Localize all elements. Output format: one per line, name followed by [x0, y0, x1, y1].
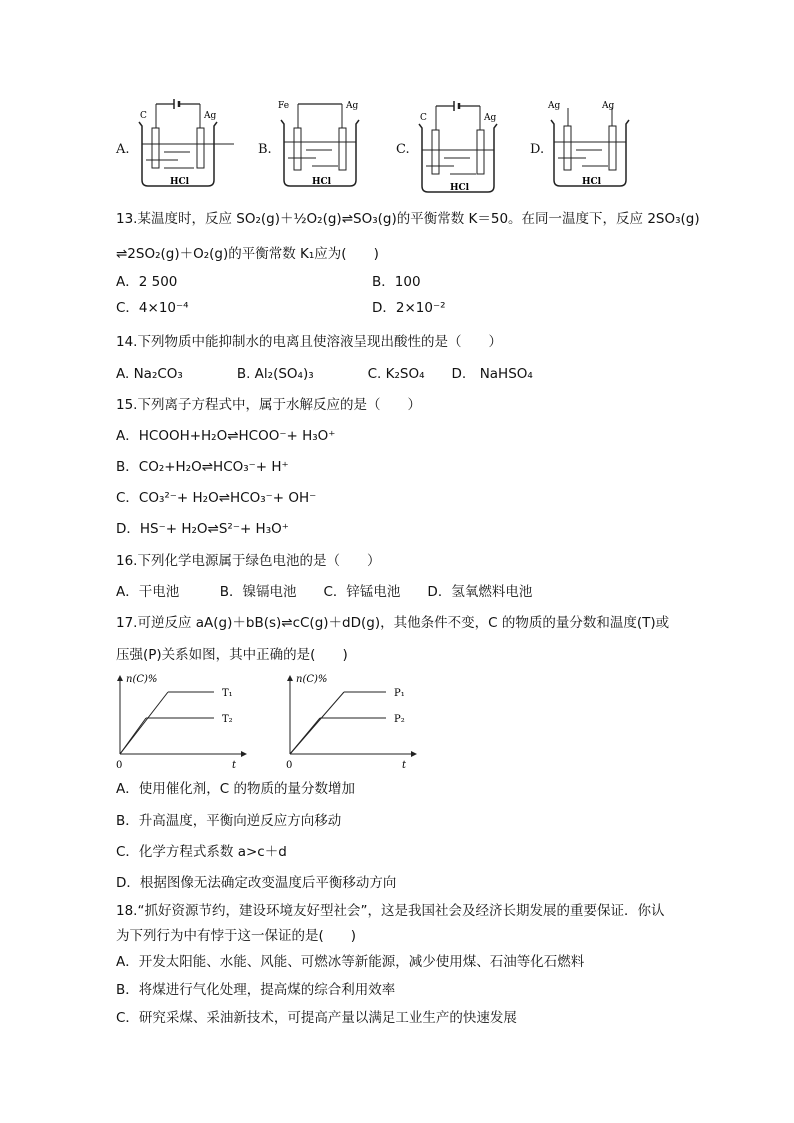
q17-stem-line2: 压强(P)关系如图，其中正确的是( ) [116, 647, 348, 663]
beaker-diagram [414, 100, 514, 202]
graph2-origin: 0 [286, 760, 293, 771]
svg-text:HCl: HCl [170, 177, 190, 187]
graph1-origin: 0 [116, 760, 123, 771]
q17-option-b: B．升高温度，平衡向逆反应方向移动 [116, 813, 342, 829]
q13-option-a: A．2 500 [116, 274, 178, 290]
graph2-ylabel: n(C)% [296, 674, 328, 685]
svg-text:HCl: HCl [312, 177, 332, 187]
q13-stem-line1: 13.某温度时，反应 SO₂(g)＋½O₂(g)⇌SO₃(g)的平衡常数 K＝50。在同一温度下，反应 2SO₃(g) [116, 211, 700, 227]
graph2-upper-label: P₁ [394, 688, 405, 699]
graph2-lower-label: P₂ [394, 714, 405, 725]
svg-text:HCl: HCl [450, 183, 470, 193]
q18-stem-line2: 为下列行为中有悖于这一保证的是( ) [116, 928, 357, 944]
apparatus-option-d [530, 98, 650, 194]
q18-option-b: B．将煤进行气化处理，提高煤的综合利用效率 [116, 982, 396, 998]
svg-text:C: C [420, 113, 427, 123]
option-label: C. [396, 142, 410, 157]
apparatus-option-b [258, 98, 378, 194]
graph1-lower-label: T₂ [222, 714, 233, 725]
svg-text:Ag: Ag [484, 113, 497, 123]
apparatus-option-a [116, 98, 236, 194]
svg-text:Ag: Ag [548, 101, 561, 111]
graph1-ylabel: n(C)% [126, 674, 158, 685]
q15-stem: 15.下列离子方程式中，属于水解反应的是（ ） [116, 397, 421, 413]
svg-text:Ag: Ag [204, 111, 217, 121]
q14-options: A. Na₂CO₃ B. Al₂(SO₄)₃ C. K₂SO₄ D. NaHSO₄ [116, 366, 533, 382]
q16-options: A．干电池 B．镍镉电池 C．锌锰电池 D．氢氧燃料电池 [116, 584, 533, 600]
option-label: A. [116, 142, 130, 157]
beaker-diagram [546, 98, 646, 194]
q17-option-a: A．使用催化剂，C 的物质的量分数增加 [116, 781, 355, 797]
svg-text:HCl: HCl [582, 177, 602, 187]
q18-option-a: A．开发太阳能、水能、风能、可燃冰等新能源，减少使用煤、石油等化石燃料 [116, 954, 585, 970]
q18-option-c: C．研究采煤、采油新技术，可提高产量以满足工业生产的快速发展 [116, 1010, 517, 1026]
q15-option-b: B．CO₂+H₂O⇌HCO₃⁻+ H⁺ [116, 459, 289, 475]
graph2-xlabel: t [402, 760, 407, 771]
beaker-diagram [134, 98, 234, 194]
q17-option-c: C．化学方程式系数 a>c＋d [116, 844, 287, 860]
q13-option-b: B．100 [372, 274, 421, 290]
q15-option-a: A．HCOOH+H₂O⇌HCOO⁻+ H₃O⁺ [116, 428, 336, 444]
q13-stem-line2: ⇌2SO₂(g)＋O₂(g)的平衡常数 K₁应为( ) [116, 246, 379, 262]
graph-temperature [116, 672, 256, 778]
q17-option-d: D．根据图像无法确定改变温度后平衡移动方向 [116, 875, 397, 891]
svg-text:Ag: Ag [602, 101, 615, 111]
q15-option-d: D．HS⁻+ H₂O⇌S²⁻+ H₃O⁺ [116, 521, 289, 537]
option-label: B. [258, 142, 272, 157]
beaker-diagram [276, 98, 376, 194]
graph1-xlabel: t [232, 760, 237, 771]
svg-text:Fe: Fe [278, 101, 290, 111]
svg-text:C: C [140, 111, 147, 121]
svg-text:Ag: Ag [346, 101, 359, 111]
graph-pressure [286, 672, 426, 778]
apparatus-option-c [396, 98, 516, 202]
option-label: D. [530, 142, 545, 157]
q17-stem-line1: 17.可逆反应 aA(g)＋bB(s)⇌cC(g)＋dD(g)，其他条件不变，C 的物质的量分数和温度(T)或 [116, 615, 670, 631]
q15-option-c: C．CO₃²⁻+ H₂O⇌HCO₃⁻+ OH⁻ [116, 490, 317, 506]
q13-option-d: D．2×10⁻² [372, 300, 446, 316]
q18-stem-line1: 18.“抓好资源节约，建设环境友好型社会”，这是我国社会及经济长期发展的重要保证．你认 [116, 903, 665, 919]
graph1-upper-label: T₁ [222, 688, 233, 699]
q16-stem: 16.下列化学电源属于绿色电池的是（ ） [116, 553, 381, 569]
q13-option-c: C．4×10⁻⁴ [116, 300, 189, 316]
q14-stem: 14.下列物质中能抑制水的电离且使溶液呈现出酸性的是（ ） [116, 334, 502, 350]
